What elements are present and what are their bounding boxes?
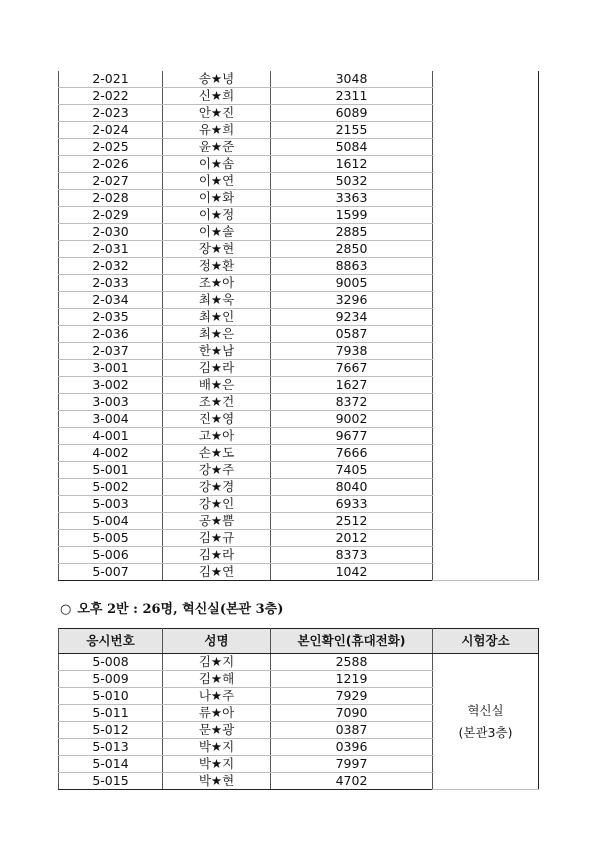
cell-exam-number: 3-001	[59, 360, 163, 377]
cell-name: 유★희	[163, 122, 271, 139]
cell-phone: 7666	[271, 445, 433, 462]
cell-phone: 2588	[271, 654, 433, 671]
cell-exam-number: 5-002	[59, 479, 163, 496]
cell-phone: 8372	[271, 394, 433, 411]
cell-exam-number: 3-004	[59, 411, 163, 428]
cell-name: 박★현	[163, 773, 271, 790]
cell-name: 김★라	[163, 547, 271, 564]
cell-name: 이★연	[163, 173, 271, 190]
cell-name: 이★화	[163, 190, 271, 207]
header-exam-location: 시험장소	[433, 629, 539, 654]
cell-phone: 4702	[271, 773, 433, 790]
roster-table-afternoon-2	[58, 628, 539, 790]
cell-name: 김★라	[163, 360, 271, 377]
cell-exam-number: 5-001	[59, 462, 163, 479]
cell-exam-number: 2-023	[59, 105, 163, 122]
cell-exam-location	[433, 654, 539, 790]
cell-phone: 0587	[271, 326, 433, 343]
cell-exam-number: 5-006	[59, 547, 163, 564]
cell-phone: 3296	[271, 292, 433, 309]
cell-exam-number: 2-034	[59, 292, 163, 309]
cell-phone: 8863	[271, 258, 433, 275]
cell-phone: 7090	[271, 705, 433, 722]
cell-name: 이★정	[163, 207, 271, 224]
cell-exam-number: 2-027	[59, 173, 163, 190]
cell-phone: 6089	[271, 105, 433, 122]
cell-exam-number: 2-026	[59, 156, 163, 173]
table-row	[59, 654, 539, 671]
cell-phone: 2012	[271, 530, 433, 547]
location-building-floor: (본관3층)	[458, 724, 513, 740]
cell-name: 김★지	[163, 654, 271, 671]
cell-name: 최★은	[163, 326, 271, 343]
cell-name: 장★현	[163, 241, 271, 258]
cell-exam-number: 2-024	[59, 122, 163, 139]
cell-exam-number: 2-032	[59, 258, 163, 275]
cell-exam-number: 2-022	[59, 88, 163, 105]
cell-exam-number: 5-010	[59, 688, 163, 705]
cell-exam-number: 2-028	[59, 190, 163, 207]
cell-phone: 0396	[271, 739, 433, 756]
cell-name: 손★도	[163, 445, 271, 462]
cell-name: 최★인	[163, 309, 271, 326]
cell-name: 문★광	[163, 722, 271, 739]
cell-exam-number: 2-025	[59, 139, 163, 156]
cell-phone: 7938	[271, 343, 433, 360]
header-name: 성명	[163, 629, 271, 654]
cell-exam-number: 3-003	[59, 394, 163, 411]
cell-phone: 2311	[271, 88, 433, 105]
cell-name: 류★아	[163, 705, 271, 722]
cell-phone: 9234	[271, 309, 433, 326]
cell-exam-number: 5-003	[59, 496, 163, 513]
cell-exam-number: 5-009	[59, 671, 163, 688]
cell-exam-number: 5-012	[59, 722, 163, 739]
cell-exam-number: 5-007	[59, 564, 163, 581]
cell-phone: 9005	[271, 275, 433, 292]
cell-name: 고★아	[163, 428, 271, 445]
cell-phone: 8040	[271, 479, 433, 496]
cell-phone: 3363	[271, 190, 433, 207]
cell-phone: 5032	[271, 173, 433, 190]
section-heading	[60, 598, 283, 617]
cell-exam-number: 2-035	[59, 309, 163, 326]
cell-name: 이★솔	[163, 224, 271, 241]
cell-phone: 9002	[271, 411, 433, 428]
cell-exam-number: 2-030	[59, 224, 163, 241]
cell-name: 최★욱	[163, 292, 271, 309]
cell-exam-number: 4-001	[59, 428, 163, 445]
cell-exam-number: 5-014	[59, 756, 163, 773]
cell-phone: 1042	[271, 564, 433, 581]
cell-name: 이★솜	[163, 156, 271, 173]
header-phone-verification: 본인확인(휴대전화)	[271, 629, 433, 654]
table-header-row	[59, 629, 539, 654]
cell-phone: 6933	[271, 496, 433, 513]
cell-phone: 9677	[271, 428, 433, 445]
cell-name: 정★환	[163, 258, 271, 275]
cell-exam-number: 5-013	[59, 739, 163, 756]
cell-phone: 8373	[271, 547, 433, 564]
cell-phone: 1599	[271, 207, 433, 224]
cell-name: 조★건	[163, 394, 271, 411]
cell-name: 윤★준	[163, 139, 271, 156]
cell-name: 진★영	[163, 411, 271, 428]
cell-name: 나★주	[163, 688, 271, 705]
section-title: 오후 2반 : 26명, 혁신실(본관 3층)	[77, 602, 284, 617]
cell-exam-number: 2-029	[59, 207, 163, 224]
cell-name: 박★지	[163, 739, 271, 756]
cell-phone: 5084	[271, 139, 433, 156]
cell-name: 김★연	[163, 564, 271, 581]
cell-name: 김★규	[163, 530, 271, 547]
cell-phone: 1612	[271, 156, 433, 173]
cell-name: 신★희	[163, 88, 271, 105]
roster-table-body	[59, 654, 539, 790]
cell-name: 안★진	[163, 105, 271, 122]
cell-name: 조★아	[163, 275, 271, 292]
cell-phone: 7667	[271, 360, 433, 377]
bullet-circle-icon: ○	[60, 602, 72, 617]
cell-name: 공★쁨	[163, 513, 271, 530]
cell-exam-number: 4-002	[59, 445, 163, 462]
cell-phone: 7997	[271, 756, 433, 773]
cell-name: 김★해	[163, 671, 271, 688]
cell-phone: 1219	[271, 671, 433, 688]
cell-name: 한★남	[163, 343, 271, 360]
cell-name: 강★경	[163, 479, 271, 496]
cell-exam-number: 5-005	[59, 530, 163, 547]
cell-exam-number: 5-015	[59, 773, 163, 790]
cell-exam-number: 2-036	[59, 326, 163, 343]
cell-phone: 2850	[271, 241, 433, 258]
cell-exam-number: 2-033	[59, 275, 163, 292]
cell-name: 송★녕	[163, 71, 271, 88]
location-room: 혁신실	[467, 702, 504, 718]
cell-phone: 2155	[271, 122, 433, 139]
cell-phone: 2512	[271, 513, 433, 530]
cell-phone: 7929	[271, 688, 433, 705]
roster-table-body	[59, 71, 539, 581]
cell-name: 배★은	[163, 377, 271, 394]
cell-phone: 7405	[271, 462, 433, 479]
cell-phone: 3048	[271, 71, 433, 88]
cell-exam-number: 5-011	[59, 705, 163, 722]
cell-name: 박★지	[163, 756, 271, 773]
cell-exam-location	[433, 71, 539, 581]
cell-exam-number: 5-004	[59, 513, 163, 530]
cell-exam-number: 3-002	[59, 377, 163, 394]
cell-phone: 2885	[271, 224, 433, 241]
cell-phone: 0387	[271, 722, 433, 739]
cell-exam-number: 5-008	[59, 654, 163, 671]
cell-exam-number: 2-037	[59, 343, 163, 360]
cell-name: 강★주	[163, 462, 271, 479]
table-row	[59, 71, 539, 88]
cell-phone: 1627	[271, 377, 433, 394]
cell-exam-number: 2-031	[59, 241, 163, 258]
cell-name: 강★인	[163, 496, 271, 513]
roster-table-continued	[58, 71, 539, 581]
header-exam-number: 응시번호	[59, 629, 163, 654]
cell-exam-number: 2-021	[59, 71, 163, 88]
